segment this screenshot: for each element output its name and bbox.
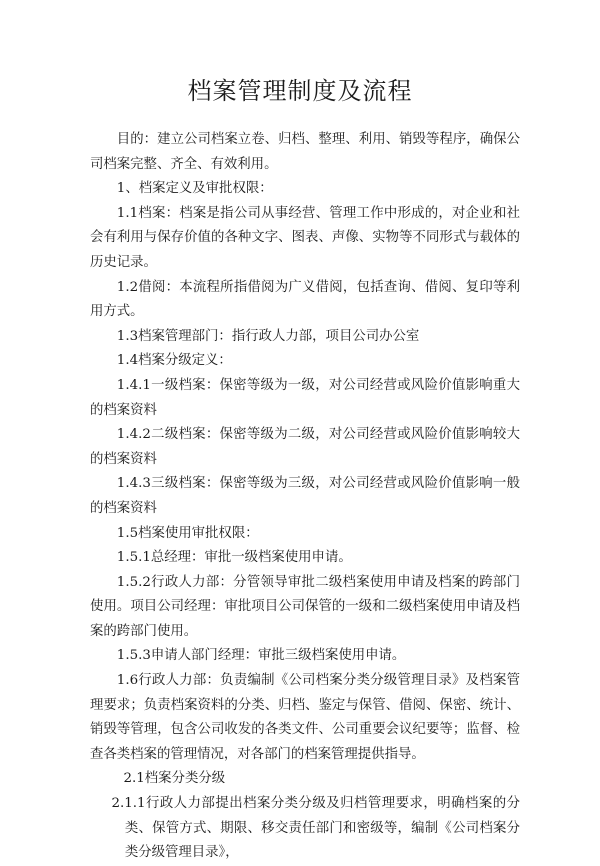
clause-1-4-2: 1.4.2二级档案：保密等级为二级，对公司经营或风险价值影响较大的档案资料	[90, 427, 520, 467]
document-title: 档案管理制度及流程	[187, 77, 413, 105]
clause-2-1-1: 2.1.1行政人力部提出档案分类分级及归档管理要求，明确档案的分类、保管方式、期限、移交责任部门和密级等，编制《公司档案分类分级管理目录》，	[111, 796, 520, 861]
clause-1-4: 1.4档案分级定义：	[116, 353, 232, 369]
section-heading-2-1: 2.1档案分类分级	[123, 771, 226, 787]
clause-1-2: 1.2借阅：本流程所指借阅为广义借阅，包括查询、借阅、复印等利用方式。	[90, 279, 520, 320]
clause-1-3: 1.3档案管理部门：指行政人力部，项目公司办公室	[116, 328, 420, 344]
clause-1-1: 1.1档案：档案是指公司从事经营、管理工作中形成的，对企业和社会有利用与保存价值的各种文字、图表、声像、实物等不同形式与载体的历史记录。	[90, 205, 520, 270]
clause-1-5: 1.5档案使用审批权限：	[116, 525, 259, 541]
clause-1-4-3: 1.4.3三级档案：保密等级为三级，对公司经营或风险价值影响一般的档案资料	[90, 476, 520, 516]
clause-1-4-1: 1.4.1一级档案：保密等级为一级，对公司经营或风险价值影响重大的档案资料	[90, 377, 520, 418]
clause-1-5-3: 1.5.3申请人部门经理：审批三级档案使用申请。	[116, 648, 406, 664]
document-body	[90, 128, 520, 866]
clause-1-5-2: 1.5.2行政人力部：分管领导审批二级档案使用申请及档案的跨部门使用。项目公司经理：审批项目公司保管的一级和二级档案使用申请及档案的跨部门使用。	[90, 574, 520, 639]
clause-1-6: 1.6行政人力部：负责编制《公司档案分类分级管理目录》及档案管理要求；负责档案资料的分类、归档、鉴定与保管、借阅、保密、统计、销毁等管理，包含公司收发的各类文件、公司重要会议纪要等；监督、检查各类档案的管理情况，对各部门的档案管理提供指导。	[90, 673, 520, 762]
clause-1-5-1: 1.5.1总经理：审批一级档案使用申请。	[116, 550, 352, 566]
section-heading-1: 1、档案定义及审批权限：	[116, 181, 273, 197]
purpose-paragraph: 目的：建立公司档案立卷、归档、整理、利用、销毁等程序，确保公司档案完整、齐全、有效利用。	[90, 132, 520, 172]
